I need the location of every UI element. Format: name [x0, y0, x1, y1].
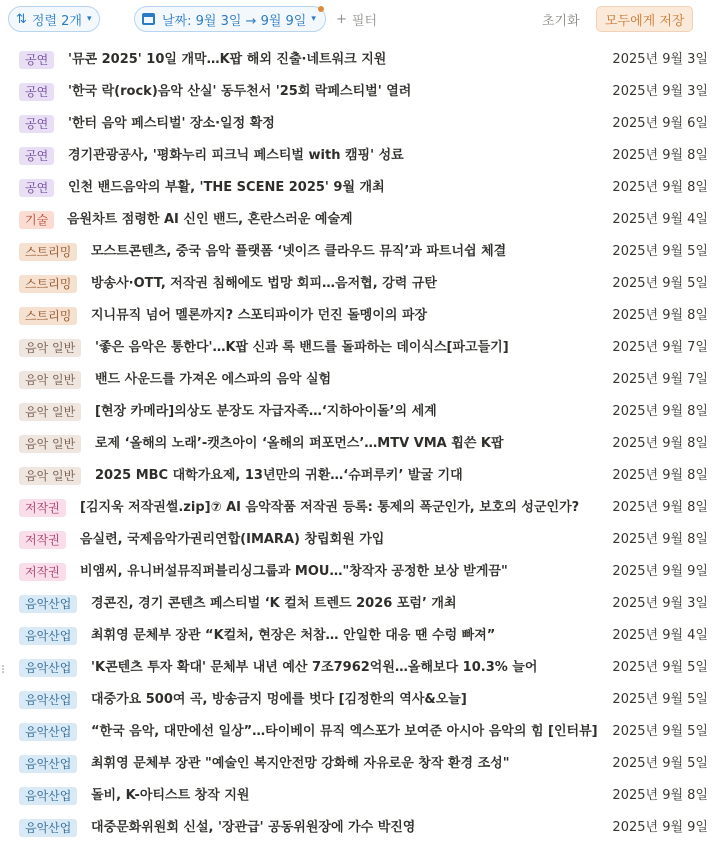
- category-tag: 음악 일반: [19, 371, 81, 389]
- article-date: 2025년 9월 7일: [612, 372, 708, 387]
- chevron-down-icon: ▾: [311, 14, 316, 24]
- article-date: 2025년 9월 5일: [612, 724, 708, 739]
- reset-label: 초기화: [542, 13, 580, 29]
- article-date: 2025년 9월 4일: [612, 212, 708, 227]
- article-title[interactable]: 최휘영 문체부 장관 "예술인 복지안전망 강화해 자유로운 창작 환경 조성": [91, 756, 510, 771]
- save-for-everyone-button[interactable]: [596, 6, 693, 32]
- article-title[interactable]: 방송사·OTT, 저작권 침해에도 법망 회피…음저협, 강력 규탄: [91, 276, 437, 291]
- table-row[interactable]: [0, 268, 722, 300]
- chevron-down-icon: ▾: [86, 14, 92, 24]
- article-title[interactable]: 로제 ‘올해의 노래’-캣츠아이 ‘올해의 퍼포먼스’…MTV VMA 휩쓴 K팝: [95, 436, 504, 451]
- article-date: 2025년 9월 8일: [612, 404, 708, 419]
- table-row[interactable]: [0, 76, 722, 108]
- article-date: 2025년 9월 5일: [612, 756, 708, 771]
- table-row[interactable]: [0, 204, 722, 236]
- table-row[interactable]: [0, 812, 722, 844]
- article-title[interactable]: 비앰씨, 유니버설뮤직퍼블리싱그룹과 MOU…"창작자 공정한 보상 받게끔": [80, 564, 508, 579]
- article-title[interactable]: 인천 밴드음악의 부활, 'THE SCENE 2025' 9월 개최: [68, 180, 385, 195]
- table-row[interactable]: [0, 524, 722, 556]
- category-tag: 음악산업: [19, 659, 77, 677]
- article-date: 2025년 9월 8일: [612, 468, 708, 483]
- article-date: 2025년 9월 9일: [612, 820, 708, 835]
- table-row[interactable]: [0, 620, 722, 652]
- category-tag: 스트리밍: [19, 275, 77, 293]
- category-tag: 기술: [19, 211, 54, 229]
- table-row[interactable]: [0, 460, 722, 492]
- article-date: 2025년 9월 5일: [612, 660, 708, 675]
- sort-button[interactable]: [8, 6, 100, 32]
- article-title[interactable]: 'K콘텐츠 투자 확대' 문체부 내년 예산 7조7962억원…올해보다 10.3% 늘어: [91, 660, 538, 675]
- category-tag: 공연: [19, 179, 54, 197]
- table-row[interactable]: [0, 780, 722, 812]
- calendar-icon: [142, 13, 155, 25]
- article-title[interactable]: 모스트콘텐츠, 중국 음악 플랫폼 ‘넷이즈 클라우드 뮤직’과 파트너쉽 체결: [91, 244, 507, 259]
- add-filter-button[interactable]: [336, 6, 377, 32]
- category-tag: 저작권: [19, 563, 66, 581]
- article-title[interactable]: 지니뮤직 넘어 멜론까지? 스포티파이가 던진 돌멩이의 파장: [91, 308, 428, 323]
- category-tag: 저작권: [19, 499, 66, 517]
- category-tag: 스트리밍: [19, 307, 77, 325]
- article-title[interactable]: [김지욱 저작권썰.zip]⑦ AI 음악작품 저작권 등록: 통제의 폭군인가, 보호의 성군인가?: [80, 500, 580, 515]
- drag-handle-icon[interactable]: [2, 665, 7, 673]
- view-toolbar: [0, 0, 722, 38]
- table-row[interactable]: [0, 44, 722, 76]
- article-date: 2025년 9월 6일: [612, 116, 708, 131]
- category-tag: 음악산업: [19, 627, 77, 645]
- article-date: 2025년 9월 8일: [612, 148, 708, 163]
- table-row[interactable]: [0, 588, 722, 620]
- article-title[interactable]: '한국 락(rock)음악 산실' 동두천서 '25회 락페스티벌' 열려: [68, 84, 412, 99]
- table-row[interactable]: [0, 396, 722, 428]
- article-date: 2025년 9월 8일: [612, 788, 708, 803]
- article-date: 2025년 9월 4일: [612, 628, 708, 643]
- table-row[interactable]: [0, 332, 722, 364]
- article-date: 2025년 9월 5일: [612, 244, 708, 259]
- article-list: [0, 44, 722, 844]
- article-title[interactable]: 경콘진, 경기 콘텐츠 페스티벌 ‘K 컬처 트렌드 2026 포럼’ 개최: [91, 596, 457, 611]
- sort-label: 정렬 2개: [31, 13, 82, 29]
- article-title[interactable]: 경기관광공사, '평화누리 피크닉 페스티벌 with 캠핑' 성료: [68, 148, 404, 163]
- table-row[interactable]: [0, 716, 722, 748]
- category-tag: 저작권: [19, 531, 66, 549]
- article-title[interactable]: 돌비, K-아티스트 창작 지원: [91, 788, 250, 803]
- article-date: 2025년 9월 8일: [612, 180, 708, 195]
- category-tag: 음악산업: [19, 723, 77, 741]
- table-row[interactable]: [0, 492, 722, 524]
- table-row[interactable]: [0, 556, 722, 588]
- category-tag: 음악 일반: [19, 339, 81, 357]
- article-title[interactable]: 2025 MBC 대학가요제, 13년만의 귀환…‘슈퍼루키’ 발굴 기대: [95, 468, 463, 483]
- article-date: 2025년 9월 9일: [612, 564, 708, 579]
- article-date: 2025년 9월 5일: [612, 276, 708, 291]
- filter-label: 필터: [351, 13, 378, 29]
- category-tag: 음악 일반: [19, 403, 81, 421]
- article-date: 2025년 9월 3일: [612, 596, 708, 611]
- table-row[interactable]: [0, 108, 722, 140]
- category-tag: 음악산업: [19, 755, 77, 773]
- article-date: 2025년 9월 8일: [612, 436, 708, 451]
- category-tag: 스트리밍: [19, 243, 77, 261]
- article-title[interactable]: 음실련, 국제음악가권리연합(IMARA) 창립회원 가입: [80, 532, 385, 547]
- article-title[interactable]: 최휘영 문체부 장관 “K컬처, 현장은 처참… 안일한 대응 땐 수렁 빠져”: [91, 628, 496, 643]
- table-row[interactable]: [0, 652, 722, 684]
- article-title[interactable]: 대중문화위원회 신설, '장관급' 공동위원장에 가수 박진영: [91, 820, 416, 835]
- date-filter-label: 날짜: 9월 3일 → 9월 9일: [162, 13, 307, 29]
- table-row[interactable]: [0, 684, 722, 716]
- plus-icon: +: [336, 11, 347, 27]
- article-title[interactable]: 음원차트 점령한 AI 신인 밴드, 혼란스러운 예술계: [67, 212, 353, 227]
- category-tag: 음악산업: [19, 819, 77, 837]
- table-row[interactable]: [0, 236, 722, 268]
- article-date: 2025년 9월 8일: [612, 308, 708, 323]
- category-tag: 공연: [19, 83, 54, 101]
- category-tag: 음악 일반: [19, 435, 81, 453]
- category-tag: 공연: [19, 51, 54, 69]
- category-tag: 음악 일반: [19, 467, 81, 485]
- article-date: 2025년 9월 3일: [612, 52, 708, 67]
- article-date: 2025년 9월 7일: [612, 340, 708, 355]
- category-tag: 공연: [19, 147, 54, 165]
- table-row[interactable]: [0, 140, 722, 172]
- table-row[interactable]: [0, 172, 722, 204]
- table-row[interactable]: [0, 300, 722, 332]
- article-title[interactable]: 대중가요 500여 곡, 방송금지 멍에를 벗다 [김정한의 역사&오늘]: [91, 692, 467, 707]
- sort-arrows-icon: ⇅: [16, 11, 27, 27]
- date-filter-button[interactable]: [134, 6, 326, 32]
- category-tag: 음악산업: [19, 787, 77, 805]
- article-title[interactable]: '한터 음악 페스티벌' 장소·일정 확정: [68, 116, 275, 131]
- article-date: 2025년 9월 8일: [612, 500, 708, 515]
- article-title[interactable]: “한국 음악, 대만에선 일상”…타이베이 뮤직 엑스포가 보여준 아시아 음악의 힘 [인터뷰]: [91, 724, 598, 739]
- table-row[interactable]: [0, 428, 722, 460]
- article-date: 2025년 9월 3일: [612, 84, 708, 99]
- table-row[interactable]: [0, 364, 722, 396]
- article-date: 2025년 9월 5일: [612, 692, 708, 707]
- table-row[interactable]: [0, 748, 722, 780]
- article-title[interactable]: '좋은 음악은 통한다'…K팝 신과 록 밴드를 돌파하는 데이식스[파고들기]: [95, 340, 509, 355]
- article-title[interactable]: 밴드 사운드를 가져온 에스파의 음악 실험: [95, 372, 332, 387]
- active-filter-indicator: [318, 6, 324, 12]
- category-tag: 공연: [19, 115, 54, 133]
- article-title[interactable]: [현장 카메라]의상도 분장도 자급자족…‘지하아이돌’의 세계: [95, 404, 437, 419]
- reset-button[interactable]: [542, 6, 580, 32]
- category-tag: 음악산업: [19, 595, 77, 613]
- save-label: 모두에게 저장: [605, 13, 685, 29]
- article-date: 2025년 9월 8일: [612, 532, 708, 547]
- article-title[interactable]: '뮤콘 2025' 10일 개막…K팝 해외 진출·네트워크 지원: [68, 52, 387, 67]
- category-tag: 음악산업: [19, 691, 77, 709]
